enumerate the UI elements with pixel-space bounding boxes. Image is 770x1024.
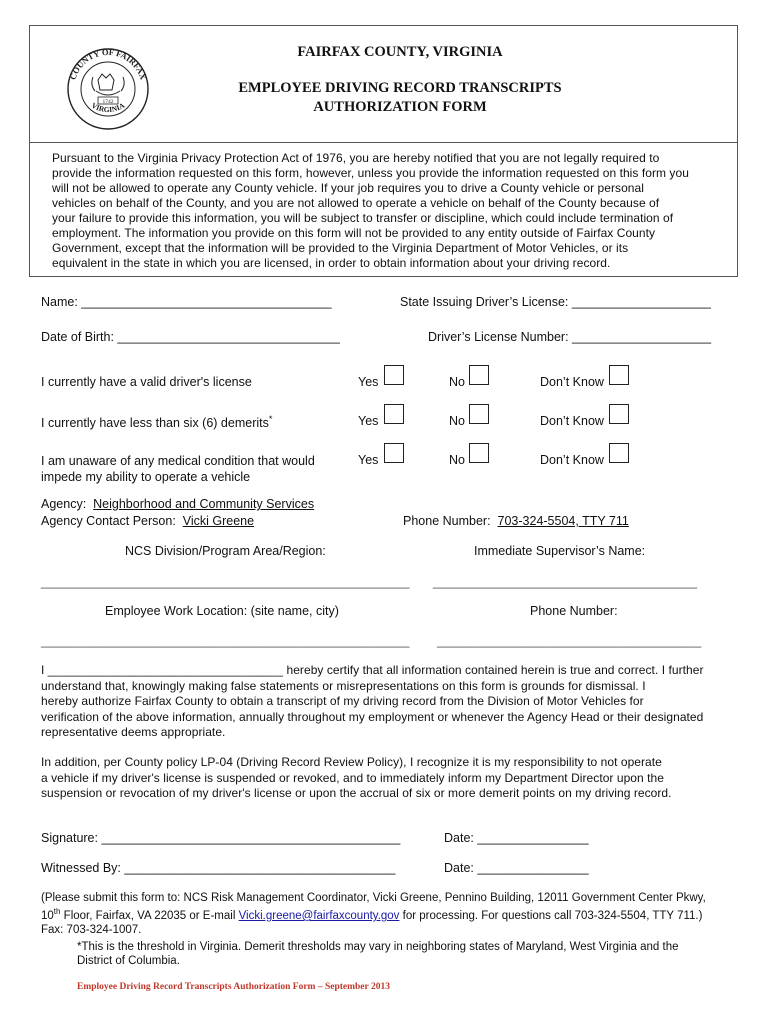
question-medical-line1: I am unaware of any medical condition that would: [41, 454, 315, 468]
state-license-field[interactable]: State Issuing Driver’s License: ____________________: [400, 295, 711, 309]
submit-line3: Fax: 703-324-1007.: [41, 923, 142, 936]
agency-phone-value: 703-324-5504, TTY 711: [497, 514, 629, 528]
agency-phone-label: Phone Number:: [403, 514, 491, 528]
phone-input-line[interactable]: ______________________________________: [437, 634, 702, 648]
footer-text: Employee Driving Record Transcripts Authorization Form – September 2013: [77, 982, 390, 992]
policy-line: In addition, per County policy LP-04 (Driving Record Review Policy), I recognize it is my responsibility to not operate: [41, 755, 662, 769]
no-label: No: [449, 453, 465, 467]
agency-contact-row: [41, 514, 254, 528]
floor-suffix: th: [53, 907, 61, 916]
demerits-yes-checkbox[interactable]: [384, 404, 404, 424]
no-label: No: [449, 375, 465, 389]
medical-dont-know-checkbox[interactable]: [609, 443, 629, 463]
medical-no-checkbox[interactable]: [469, 443, 489, 463]
supervisor-input-line[interactable]: ______________________________________: [433, 575, 698, 589]
agency-contact-value: Vicki Greene: [182, 514, 255, 528]
email-link[interactable]: Vicki.greene@fairfaxcounty.gov: [238, 909, 400, 922]
certify-line: I ___________________________________ hereby certify that all information contained herein is true and correct. I further: [41, 663, 704, 677]
witness-date-field[interactable]: Date: ________________: [444, 861, 589, 875]
medical-yes-checkbox[interactable]: [384, 443, 404, 463]
intro-line: vehicles on behalf of the County, and you are not allowed to operate a vehicle on behalf of the County because of: [52, 196, 660, 210]
yes-label: Yes: [358, 414, 379, 428]
svg-text:1742: 1742: [102, 99, 114, 105]
question-medical: [41, 453, 315, 485]
division-input-line[interactable]: _____________________________________________________: [41, 575, 410, 589]
dont-know-label: Don’t Know: [540, 453, 604, 467]
footnote-line2: District of Columbia.: [77, 955, 180, 967]
yes-label: Yes: [358, 453, 379, 467]
question-demerits-text: I currently have less than six (6) demerits: [41, 416, 269, 431]
valid-license-no-checkbox[interactable]: [469, 365, 489, 385]
demerits-dont-know-checkbox[interactable]: [609, 404, 629, 424]
signature-date-field[interactable]: Date: ________________: [444, 831, 589, 845]
agency-row: [41, 497, 314, 511]
question-valid-license: I currently have a valid driver's license: [41, 375, 252, 389]
intro-line: provide the information requested on this form, however, unless you provide the information requested on this form you: [52, 166, 689, 180]
intro-paragraph: [52, 151, 716, 271]
dont-know-label: Don’t Know: [540, 414, 604, 428]
division-label: NCS Division/Program Area/Region:: [125, 544, 326, 558]
agency-contact-label: Agency Contact Person:: [41, 514, 176, 528]
agency-value: Neighborhood and Community Services: [93, 497, 315, 511]
dont-know-label: Don’t Know: [540, 375, 604, 389]
svg-text:COUNTY OF FAIRFAX: COUNTY OF FAIRFAX: [67, 47, 149, 82]
submit-line2-end: for processing. For questions call 703-324-5504, TTY 711.): [399, 909, 703, 922]
county-title: FAIRFAX COUNTY, VIRGINIA: [297, 44, 503, 60]
submit-line2-text: Floor, Fairfax, VA 22035 or E-mail: [60, 909, 239, 922]
demerits-no-checkbox[interactable]: [469, 404, 489, 424]
footnote: [77, 940, 737, 968]
signature-field[interactable]: Signature: ___________________________________________: [41, 831, 401, 845]
work-location-input-line[interactable]: _____________________________________________________: [41, 634, 410, 648]
submit-instructions: [41, 891, 741, 937]
valid-license-yes-checkbox[interactable]: [384, 365, 404, 385]
yes-label: Yes: [358, 375, 379, 389]
certify-line: verification of the above information, annually throughout my employment or whenever the Agency Head or their designated: [41, 709, 704, 724]
dob-field[interactable]: Date of Birth: ________________________________: [41, 330, 340, 344]
intro-line: equivalent in the state in which you are licensed, in order to obtain information about your driving record.: [52, 256, 611, 270]
agency-label: Agency:: [41, 497, 87, 511]
certify-line: hereby authorize Fairfax County to obtain a transcript of my driving record from the Division of Motor Vehicles for: [41, 694, 644, 708]
form-title-line2: AUTHORIZATION FORM: [313, 99, 487, 115]
policy-paragraph: [41, 755, 721, 802]
intro-line: Pursuant to the Virginia Privacy Protection Act of 1976, you are hereby notified that you are not legally required to: [52, 151, 660, 165]
certification-paragraph: [41, 663, 729, 741]
intro-line: your failure to provide this information, you will be subject to transfer or discipline, which could include termination of: [52, 211, 674, 225]
policy-line: a vehicle if my driver's license is suspended or revoked, and to immediately inform my Department Director upon the: [41, 770, 664, 785]
agency-phone-row: [403, 514, 629, 528]
submit-line1: (Please submit this form to: NCS Risk Management Coordinator, Vicki Greene, Pennino Building, 12011 Government Center Pkwy,: [41, 892, 706, 904]
supervisor-label: Immediate Supervisor’s Name:: [474, 544, 646, 558]
question-demerits: [41, 414, 272, 430]
certify-line: representative deems appropriate.: [41, 725, 226, 739]
valid-license-dont-know-checkbox[interactable]: [609, 365, 629, 385]
name-field[interactable]: Name: ____________________________________: [41, 295, 332, 309]
footnote-line1: *This is the threshold in Virginia. Demerit thresholds may vary in neighboring states of Maryland, West Virginia and the: [77, 941, 679, 953]
witness-field[interactable]: Witnessed By: _______________________________________: [41, 861, 396, 875]
no-label: No: [449, 414, 465, 428]
license-number-field[interactable]: Driver’s License Number: ____________________: [428, 330, 712, 344]
floor-number: 10: [41, 909, 54, 922]
form-title-line1: EMPLOYEE DRIVING RECORD TRANSCRIPTS: [238, 80, 562, 96]
footnote-marker: *: [268, 414, 273, 424]
intro-line: will not be allowed to operate any County vehicle. If your job requires you to drive a County vehicle or personal: [52, 181, 644, 195]
submit-line2: [41, 905, 741, 923]
intro-line: Government, except that the information will be provided to the Virginia Department of Motor Vehicles, or its: [52, 241, 629, 255]
certify-line: understand that, knowingly making false statements or misrepresentations on this form is grounds for dismissal. I: [41, 678, 646, 693]
phone-label: Phone Number:: [530, 604, 618, 618]
work-location-label: Employee Work Location: (site name, city): [105, 604, 339, 618]
intro-line: employment. The information you provide on this form will not be provided to any entity outside of Fairfax County: [52, 226, 656, 240]
svg-text:VIRGINIA: VIRGINIA: [89, 100, 127, 115]
question-medical-line2: impede my ability to operate a vehicle: [41, 470, 251, 484]
policy-line: suspension or revocation of my driver's license or upon the accrual of six or more demerit points on my driving record.: [41, 786, 672, 800]
